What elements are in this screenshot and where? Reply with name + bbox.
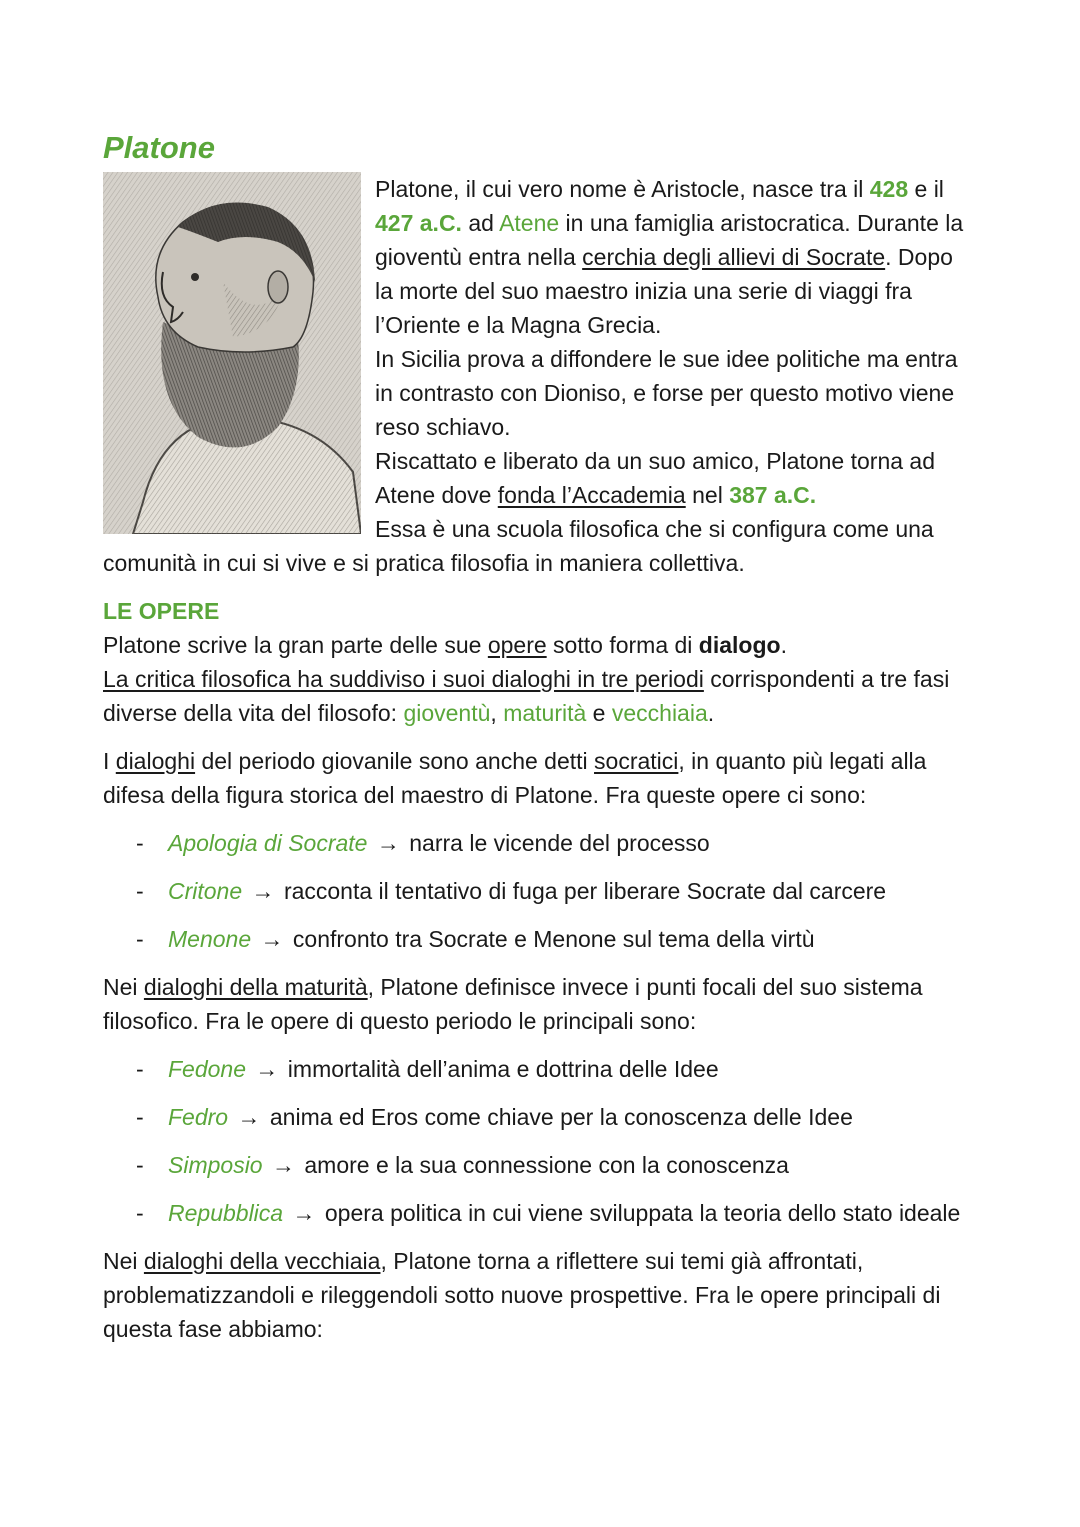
list-giovanili <box>103 826 973 956</box>
vecchiaia-paragraph: Nei dialoghi della vecchiaia, Platone torna a riflettere sui temi già affrontati, problematizzandoli e rileggendoli sotto nuove prospettive. Fra le opere principali di questa fase abbiamo: <box>103 1248 941 1342</box>
arrow-icon: → <box>260 926 284 952</box>
city-atene: Atene <box>499 210 560 236</box>
intro-section <box>103 172 973 580</box>
work-description: immortalità dell’anima e dottrina delle Idee <box>287 1056 719 1082</box>
work-description: opera politica in cui viene sviluppata la teoria dello stato ideale <box>324 1200 961 1226</box>
list-item: - Simposio → amore e la sua connessione con la conoscenza <box>136 1152 789 1178</box>
arrow-icon: → <box>237 1104 261 1130</box>
list-item: - Critone → racconta il tentativo di fuga per liberare Socrate dal carcere <box>136 878 887 904</box>
plato-portrait <box>103 172 361 534</box>
intro-text: . Dopo la morte del suo maestro inizia una serie di viaggi fra l’Oriente e la Magna Grecia. <box>375 244 953 338</box>
underlined-text: socratici <box>594 748 679 774</box>
opere-paragraph-1: Platone scrive la gran parte delle sue opere sotto forma di dialogo. <box>103 632 787 658</box>
arrow-icon: → <box>292 1200 316 1226</box>
work-description: amore e la sua connessione con la conoscenza <box>304 1152 789 1178</box>
work-title: Apologia di Socrate <box>168 830 368 856</box>
period-gioventu: gioventù <box>403 700 491 726</box>
intro-text: Riscattato e liberato da un suo amico, Platone torna ad Atene dove <box>375 448 936 508</box>
arrow-icon: → <box>251 878 275 904</box>
bust-icon <box>103 172 361 534</box>
page-title: Platone <box>103 130 215 165</box>
work-description: narra le vicende del processo <box>409 830 710 856</box>
intro-sicily: In Sicilia prova a diffondere le sue idee politiche ma entra in contrasto con Dioniso, e forse per questo motivo viene reso schiavo. <box>375 346 958 440</box>
period-vecchiaia: vecchiaia <box>611 700 708 726</box>
opere-paragraph-2: La critica filosofica ha suddiviso i suoi dialoghi in tre periodi corrispondenti a tre fasi diverse della vita del filosofo: gioventù, maturità e vecchiaia. <box>103 666 950 726</box>
section-heading-opere: LE OPERE <box>103 598 220 624</box>
underlined-text: fonda l’Accademia <box>497 482 686 508</box>
arrow-icon: → <box>376 830 400 856</box>
underlined-text: dialoghi della vecchiaia <box>143 1248 381 1274</box>
opere-paragraph-3: I dialoghi del periodo giovanile sono anche detti socratici, in quanto più legati alla difesa della figura storica del maestro di Platone. Fra queste opere ci sono: <box>103 748 927 808</box>
arrow-icon: → <box>272 1152 295 1178</box>
underlined-text: cerchia degli allievi di Socrate <box>582 244 886 270</box>
list-item: - Fedro → anima ed Eros come chiave per la conoscenza delle Idee <box>136 1104 853 1130</box>
maturita-paragraph: Nei dialoghi della maturità, Platone definisce invece i punti focali del suo sistema filosofico. Fra le opere di questo periodo le principali sono: <box>103 974 923 1034</box>
intro-academy: Essa è una scuola filosofica che si configura come una comunità in cui si vive e si pratica filosofia in maniera collettiva. <box>103 516 934 576</box>
work-description: confronto tra Socrate e Menone sul tema della virtù <box>292 926 815 952</box>
intro-text: in una famiglia aristocratica. <box>559 210 851 236</box>
birth-year-427: 427 a.C. <box>375 210 462 236</box>
birth-year-428: 428 <box>869 176 909 202</box>
underlined-text: opere <box>487 632 547 658</box>
intro-text: nel <box>685 482 730 508</box>
work-title: Simposio <box>168 1152 263 1178</box>
list-item: - Apologia di Socrate → narra le vicende del processo <box>136 830 710 856</box>
work-description: anima ed Eros come chiave per la conoscenza delle Idee <box>269 1104 853 1130</box>
intro-text: ad <box>461 210 500 236</box>
list-item: - Fedone → immortalità dell’anima e dottrina delle Idee <box>136 1056 719 1082</box>
work-description: racconta il tentativo di fuga per liberare Socrate dal carcere <box>283 878 887 904</box>
work-title: Fedone <box>168 1056 247 1082</box>
work-title: Critone <box>168 878 243 904</box>
work-title: Menone <box>168 926 252 952</box>
underlined-text: La critica filosofica ha suddiviso i suoi dialoghi in tre periodi <box>103 666 704 692</box>
list-item: - Menone → confronto tra Socrate e Menone sul tema della virtù <box>136 926 815 952</box>
document-page <box>103 128 973 1346</box>
bold-dialogo: dialogo <box>698 632 781 658</box>
intro-text: Durante la gioventù entra nella <box>375 210 964 270</box>
work-title: Repubblica <box>168 1200 284 1226</box>
list-item: - Repubblica → opera politica in cui viene sviluppata la teoria dello stato ideale <box>136 1200 961 1226</box>
work-title: Fedro <box>168 1104 229 1130</box>
intro-text: e il <box>914 176 944 202</box>
arrow-icon: → <box>255 1056 279 1082</box>
intro-text: Platone, il cui vero nome è Aristocle, nasce tra il <box>375 176 870 202</box>
academy-year: 387 a.C. <box>729 482 817 508</box>
underlined-text: dialoghi <box>115 748 196 774</box>
list-maturita <box>103 1052 973 1230</box>
underlined-text: dialoghi della maturità <box>143 974 368 1000</box>
period-maturita: maturità <box>503 700 587 726</box>
